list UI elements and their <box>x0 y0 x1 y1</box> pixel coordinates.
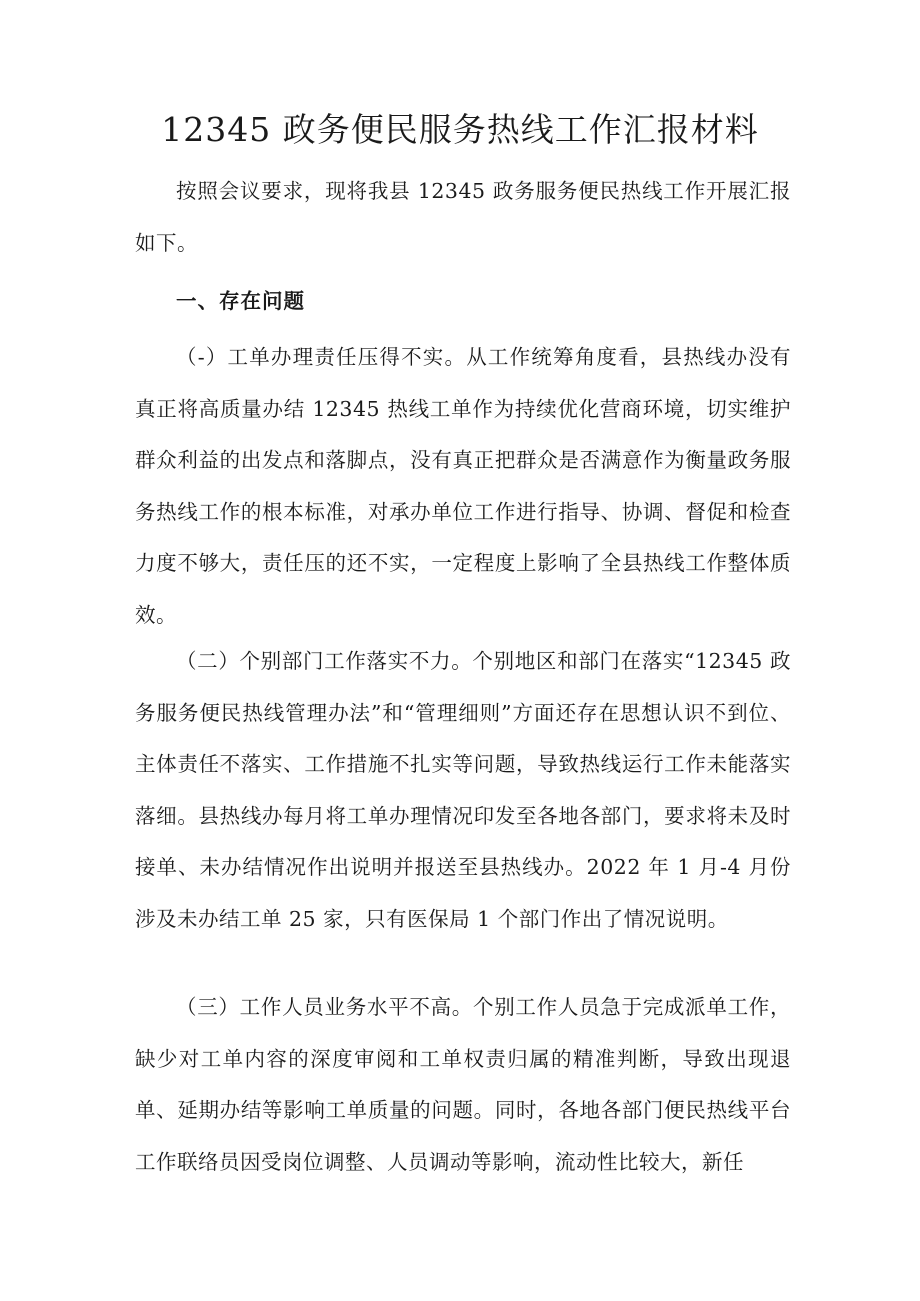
problem-item-2: （二）个别部门工作落实不力。个别地区和部门在落实“12345 政务服务便民热线管理办法”和“管理细则”方面还存在思想认识不到位、主体责任不落实、工作措施不扎实等问题，导致热线运行工作未能落实落细。县热线办每月将工单办理情况印发至各地各部门，要求将未及时接单、未办结情况作出说明并报送至县热线办。2022 年 1 月-4 月份涉及未办结工单 25 家，只有医保局 1 个部门作出了情况说明。 <box>135 649 791 931</box>
intro-paragraph: 按照会议要求，现将我县 12345 政务服务便民热线工作开展汇报如下。 <box>135 179 791 255</box>
document-title: 12345 政务便民服务热线工作汇报材料 <box>161 110 759 149</box>
section-heading-problems: 一、存在问题 <box>176 289 305 313</box>
problem-item-3: （三）工作人员业务水平不高。个别工作人员急于完成派单工作，缺少对工单内容的深度审阅和工单权责归属的精准判断，导致出现退单、延期办结等影响工单质量的问题。同时，各地各部门便民热线平台工作联络员因受岗位调整、人员调动等影响，流动性比较大，新任 <box>135 995 791 1174</box>
problem-item-1: （-）工单办理责任压得不实。从工作统筹角度看，县热线办没有真正将高质量办结 12345 热线工单作为持续优化营商环境，切实维护群众利益的出发点和落脚点，没有真正把群众是否满意作为衡量政务服务热线工作的根本标准，对承办单位工作进行指导、协调、督促和检查力度不够大，责任压的还不实，一定程度上影响了全县热线工作整体质效。 <box>135 345 791 627</box>
